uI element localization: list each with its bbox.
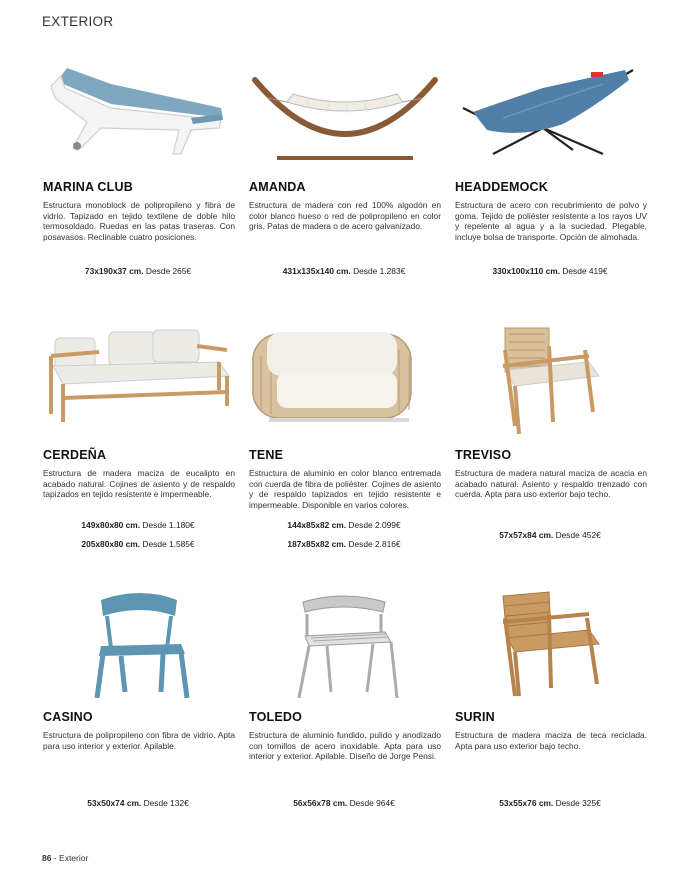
product-title: TOLEDO <box>249 710 303 724</box>
armchair-icon <box>453 326 647 436</box>
rope-sofa-icon <box>247 326 441 436</box>
price-list <box>247 520 441 558</box>
product-title: AMANDA <box>249 180 306 194</box>
price-line: 73x190x37 cm. Desde 265€ <box>84 266 192 276</box>
price-line: 187x85x82 cm. Desde 2.816€ <box>287 539 401 549</box>
page-number: 86 <box>42 853 52 863</box>
price-list <box>453 266 647 285</box>
product-card-casino[interactable] <box>41 588 235 818</box>
price-line: 57x57x84 cm. Desde 452€ <box>499 530 601 540</box>
sun-lounger-icon <box>41 58 235 168</box>
hammock-steel-icon <box>453 58 647 168</box>
product-description: Estructura de madera natural maciza de acacia en acabado natural. Asiento y respaldo trenzado con cuerda. Apta para uso exterior bajo techo. <box>455 468 647 500</box>
page-footer <box>42 853 88 863</box>
product-description: Estructura de acero con recubrimiento de polvo y goma. Tejido de poliéster resistente a los rayos UV y repelente al agua y a la suciedad. Plegable, incluye bolsa de transporte. Opción de almohada. <box>455 200 647 242</box>
teak-chair-icon <box>453 588 647 698</box>
product-description: Estructura de polipropileno con fibra de vidrio. Apta para uso interior y exterior. Apilable. <box>43 730 235 751</box>
product-description: Estructura de madera maciza de eucalipto en acabado natural. Cojines de asiento y de respaldo tapizados en tejido resistente e impermeable. <box>43 468 235 500</box>
product-card-amanda[interactable] <box>247 58 441 288</box>
product-description: Estructura monoblock de polipropileno y fibra de vidrio. Tapizado en tejido textilene de doble hilo termosoldado. Ruedas en las patas traseras. Con posavasos. Reclinable cuatro posiciones. <box>43 200 235 242</box>
product-card-surin[interactable] <box>453 588 647 818</box>
price-line: 56x56x78 cm. Desde 964€ <box>293 798 395 808</box>
price-list <box>247 798 441 817</box>
product-card-marina-club[interactable] <box>41 58 235 288</box>
product-description: Estructura de aluminio en color blanco entremada con cuerda de fibra de poliéster. Cojines de asiento y de respaldo tapizados en tejido resistente e impermeable. Disponible en varios colores. <box>249 468 441 510</box>
price-line: 53x55x76 cm. Desde 325€ <box>499 798 601 808</box>
hammock-wood-icon <box>247 58 441 168</box>
price-line: 431x135x140 cm. Desde 1.283€ <box>282 266 406 276</box>
product-description: Estructura de aluminio fundido, pulido y anodizado con tornillos de acero inoxidable. Apta para uso interior y exterior. Apilable. Diseño de Jorge Pensi. <box>249 730 441 762</box>
product-card-headdemock[interactable] <box>453 58 647 288</box>
price-list <box>41 520 235 558</box>
price-line: 149x80x80 cm. Desde 1.180€ <box>81 520 195 530</box>
section-title: EXTERIOR <box>42 14 114 29</box>
product-description: Estructura de madera con red 100% algodón en color blanco hueso o red de polipropileno en color gris. Patas de madera o de acero galvanizado. <box>249 200 441 232</box>
price-list <box>453 798 647 817</box>
price-line: 144x85x82 cm. Desde 2.099€ <box>287 520 401 530</box>
product-card-tene[interactable] <box>247 326 441 556</box>
product-title: CASINO <box>43 710 93 724</box>
product-title: TREVISO <box>455 448 512 462</box>
footer-label: - Exterior <box>51 853 89 863</box>
price-list <box>453 530 647 549</box>
price-list <box>247 266 441 285</box>
product-card-toledo[interactable] <box>247 588 441 818</box>
price-line: 205x80x80 cm. Desde 1.585€ <box>81 539 195 549</box>
product-title: MARINA CLUB <box>43 180 133 194</box>
price-line: 53x50x74 cm. Desde 132€ <box>87 798 189 808</box>
aluminium-chair-icon <box>247 588 441 698</box>
product-title: CERDEÑA <box>43 448 107 462</box>
price-list <box>41 266 235 285</box>
product-title: TENE <box>249 448 284 462</box>
product-card-treviso[interactable] <box>453 326 647 556</box>
product-description: Estructura de madera maciza de teca reciclada. Apta para uso exterior bajo techo. <box>455 730 647 751</box>
product-card-cerdena[interactable] <box>41 326 235 556</box>
wood-sofa-icon <box>41 326 235 436</box>
price-list <box>41 798 235 817</box>
chair-icon <box>41 588 235 698</box>
product-title: HEADDEMOCK <box>455 180 548 194</box>
product-title: SURIN <box>455 710 495 724</box>
price-line: 330x100x110 cm. Desde 419€ <box>492 266 608 276</box>
